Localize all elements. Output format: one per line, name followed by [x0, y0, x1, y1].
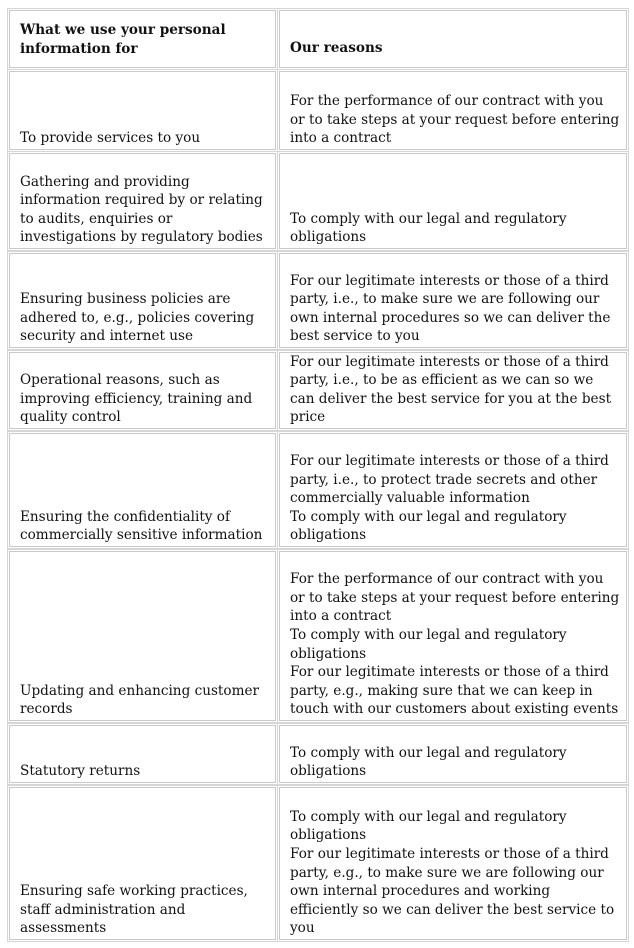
row-use-text: Ensuring business policies are adhered to, e.g., policies covering security and internet use	[20, 291, 255, 345]
header-cell-reasons	[279, 10, 627, 68]
row-use-text: To provide services to you	[20, 130, 201, 147]
row-use-text: Updating and enhancing customer records	[20, 682, 260, 718]
reason-line: To comply with our legal and regulatory obligations	[290, 210, 567, 246]
table-row-cell-reasons	[279, 433, 627, 547]
reason-line: For the performance of our contract with you or to take steps at your request before entering into a contract	[290, 571, 620, 625]
reason-line: For our legitimate interests or those of a third party, i.e., to be as efficient as we can so we can deliver the best service for you at the best price	[290, 353, 612, 426]
table-row-cell-reasons	[279, 71, 627, 150]
table-row-cell-reasons	[279, 352, 627, 429]
row-reasons-text	[290, 570, 620, 719]
reason-line: To comply with our legal and regulatory obligations	[290, 808, 567, 844]
table-row-cell-use	[9, 253, 276, 348]
reason-line: To comply with our legal and regulatory obligations	[290, 744, 567, 780]
row-use-text: Ensuring the confidentiality of commercially sensitive information	[20, 508, 263, 544]
row-reasons-text	[290, 744, 620, 781]
row-use-text: Statutory returns	[20, 763, 141, 780]
row-use-text: Operational reasons, such as improving efficiency, training and quality control	[20, 372, 253, 426]
reason-line: For the performance of our contract with you or to take steps at your request before entering into a contract	[290, 93, 620, 147]
row-reasons-text	[290, 353, 620, 427]
table-row-cell-use	[9, 787, 276, 940]
table-row-cell-reasons	[279, 725, 627, 783]
reason-line: For our legitimate interests or those of a third party, e.g., to make sure we are following our own internal procedures and working efficiently so we can deliver the best service to you	[290, 846, 615, 937]
table-row-cell-use	[9, 551, 276, 721]
table-row-cell-reasons	[279, 787, 627, 940]
reason-line: To comply with our legal and regulatory obligations	[290, 508, 567, 544]
row-use-text: Ensuring safe working practices, staff administration and assessments	[20, 883, 248, 937]
row-use-text: Gathering and providing information required by or relating to audits, enquiries or investigations by regulatory bodies	[20, 173, 263, 246]
table-row-cell-use	[9, 352, 276, 429]
table-row-cell-use	[9, 71, 276, 150]
header-reasons-label: Our reasons	[290, 40, 383, 57]
header-use-label: What we use your personal information for	[20, 22, 226, 57]
row-reasons-text	[290, 808, 620, 938]
header-cell-use	[9, 10, 276, 68]
row-reasons-text	[290, 210, 620, 247]
row-reasons-text	[290, 272, 620, 346]
reason-line: For our legitimate interests or those of a third party, i.e., to protect trade secrets and other commercially valuable information	[290, 453, 609, 507]
table-row-cell-use	[9, 153, 276, 249]
reason-line: For our legitimate interests or those of a third party, e.g., making sure that we can keep in touch with our customers about existing events	[290, 664, 619, 718]
table-row-cell-reasons	[279, 253, 627, 348]
table-row-cell-reasons	[279, 153, 627, 249]
reason-line: To comply with our legal and regulatory obligations	[290, 627, 567, 662]
row-reasons-text	[290, 92, 620, 148]
table-row-cell-use	[9, 725, 276, 783]
table-row-cell-reasons	[279, 551, 627, 721]
row-reasons-text	[290, 452, 620, 545]
reason-line: For our legitimate interests or those of a third party, i.e., to make sure we are following our own internal procedures so we can deliver the best service to you	[290, 272, 611, 345]
table-row-cell-use	[9, 433, 276, 547]
